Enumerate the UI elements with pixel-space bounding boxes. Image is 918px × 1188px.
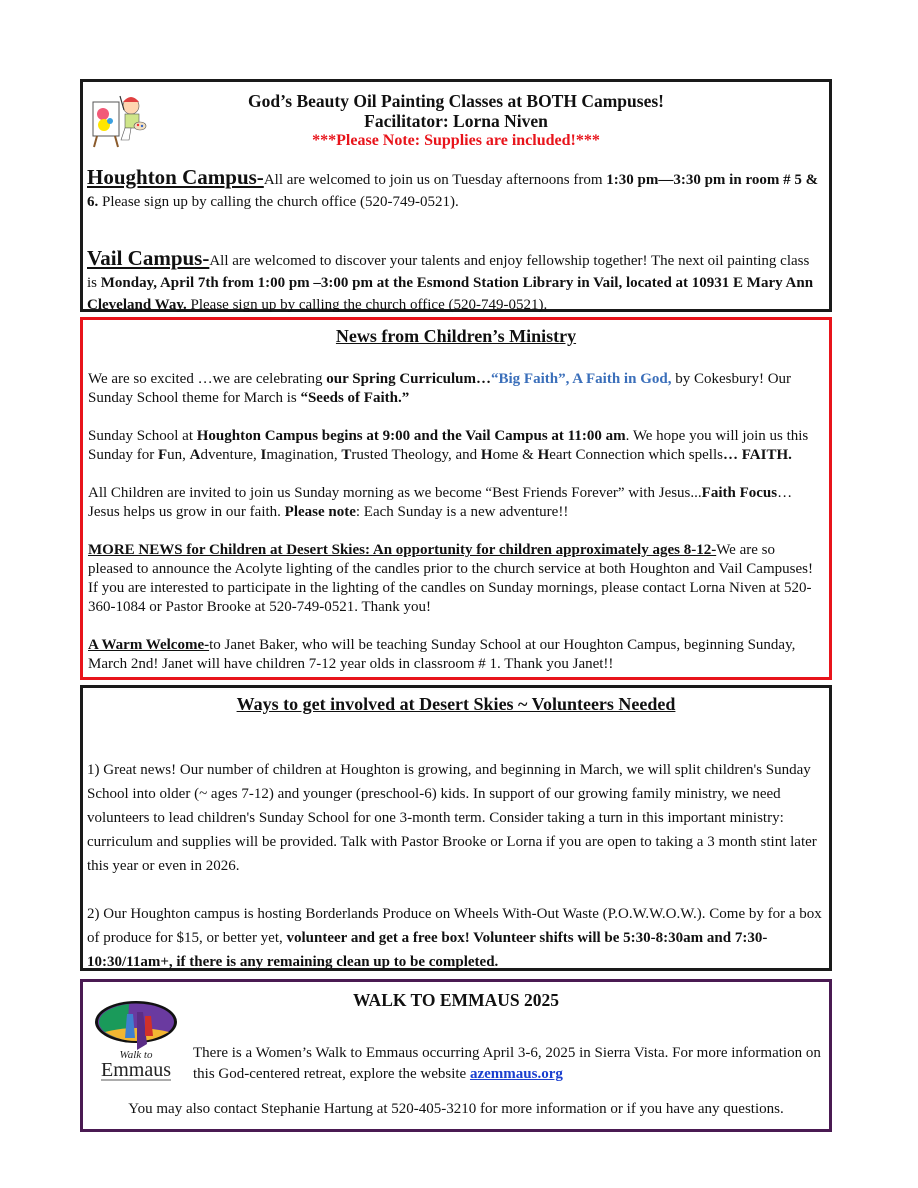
supplies-note: ***Please Note: Supplies are included!*** [312, 132, 600, 149]
vail-campus-label: Vail Campus- [87, 246, 210, 270]
text: …Jesus helps us grow in our faith. [88, 485, 793, 520]
text: . We hope you will join us this Sunday for [88, 428, 809, 463]
welcome-paragraph [88, 636, 823, 674]
painting-header [83, 91, 829, 151]
text: to Janet Baker, who will be teaching Sunday School at our Houghton Campus, beginning Sunday, March 2nd! Janet will have children 7-12 year olds in classroom # 1. Thank you Janet!! [88, 637, 796, 672]
logo-emmaus: Emmaus [101, 1059, 171, 1081]
faith-acronym: … FAITH. [722, 447, 792, 463]
letter: F [158, 447, 168, 463]
facilitator: Facilitator: Lorna Niven [364, 111, 548, 131]
vail-campus-paragraph [87, 247, 821, 316]
letter: I [260, 447, 267, 463]
text: : Each Sunday is a new adventure!! [355, 504, 569, 520]
text: rusted Theology, and [351, 447, 481, 463]
vail-text: All are welcomed to discover your talents and enjoy fellowship together! The next oil painting class is [87, 253, 810, 291]
text: eart Connection which spells [549, 447, 723, 463]
letter: T [341, 447, 352, 463]
houghton-signup: Please sign up by calling the church office (520-749-0521). [98, 194, 459, 210]
acolyte-paragraph [88, 541, 823, 617]
houghton-campus-label: Houghton Campus- [87, 165, 264, 189]
houghton-campus-paragraph [87, 166, 821, 213]
curriculum-name: “Big Faith”, A Faith in God, [491, 371, 672, 387]
volunteers-body [87, 758, 823, 998]
text: ome & [492, 447, 538, 463]
letter: A [189, 447, 201, 463]
warm-welcome-heading: A Warm Welcome- [88, 637, 210, 653]
logo-walk-to: Walk to [119, 1049, 153, 1061]
theme-name: “Seeds of Faith.” [300, 390, 410, 406]
emmaus-description [193, 1043, 823, 1085]
text: dventure, [200, 447, 261, 463]
houghton-time-room: 1:30 pm—3:30 pm in room # 5 & 6. [87, 172, 819, 210]
vail-date-location: Monday, April 7th from 1:00 pm –3:00 pm at the Esmond Station Library in Vail, located at 10931 E Mary Ann Cleveland Way. [87, 275, 814, 313]
faith-focus: Faith Focus [701, 485, 778, 501]
volunteers-section [80, 685, 832, 971]
sunday-school-paragraph [88, 427, 823, 465]
volunteer-shifts: volunteer and get a free box! Volunteer shifts will be 5:30-8:30am and 7:30-10:30/11am+, if there is any remaining clean up to be completed. [87, 930, 768, 970]
houghton-text: All are welcomed to join us on Tuesday afternoons from [263, 172, 607, 188]
childrens-ministry-section [80, 317, 832, 680]
more-news-heading: MORE NEWS for Children at Desert Skies: An opportunity for children approximately ages 8-12- [88, 542, 717, 558]
text: magination, [266, 447, 342, 463]
emmaus-contact: You may also contact Stephanie Hartung at 520-405-3210 for more information or if you have any questions. [128, 1101, 784, 1117]
vail-signup: Please sign up by calling the church office (520-749-0521). [186, 297, 548, 313]
letter: H [537, 447, 550, 463]
sunday-school-times: Houghton Campus begins at 9:00 and the Vail Campus at 11:00 am [196, 428, 626, 444]
text: un, [167, 447, 190, 463]
text: Sunday School at [88, 428, 197, 444]
text: 2) Our Houghton campus is hosting Borderlands Produce on Wheels With-Out Waste (P.O.W.W.O.W.). Come by for a box of produce for $15, or better yet, [87, 906, 822, 946]
volunteer-item-1: 1) Great news! Our number of children at Houghton is growing, and beginning in March, we will split children's Sunday School into older (~ ages 7-12) and younger (preschool-6) kids. In support of our growing family ministry, we need volunteers to lead children's Sunday School for one 3-month term. Consider taking a turn in this important ministry: curriculum and supplies will be provided. Talk with Pastor Brooke or Lorna if you are open to taking a 3 month stint later this year or even in 2026. [87, 762, 817, 874]
volunteer-item-2 [87, 902, 823, 974]
azemmaus-link[interactable]: azemmaus.org [469, 1066, 563, 1082]
volunteers-title: Ways to get involved at Desert Skies ~ Volunteers Needed [236, 694, 676, 714]
text: All Children are invited to join us Sunday morning as we become “Best Friends Forever” with Jesus... [88, 485, 702, 501]
walk-to-emmaus-logo-icon [91, 998, 181, 1084]
oil-painting-section [80, 79, 832, 312]
letter: H [480, 447, 493, 463]
painting-title: God’s Beauty Oil Painting Classes at BOTH Campuses! [248, 91, 664, 111]
curriculum-paragraph [88, 370, 823, 408]
text: We are so excited …we are celebrating [88, 371, 327, 387]
faith-focus-paragraph [88, 484, 823, 522]
childrens-ministry-title: News from Children’s Ministry [335, 326, 577, 346]
childrens-ministry-body [88, 370, 823, 693]
spring-curriculum: our Spring Curriculum… [326, 371, 491, 387]
walk-to-emmaus-section [80, 979, 832, 1132]
text: We are so pleased to announce the Acolyte lighting of the candles prior to the church service at both Houghton and Vail Campuses! If you are interested to participate in the lighting of the candles on Sunday mornings, please contact Lorna Niven at 520-360-1084 or Pastor Brooke at 520-749-0521. Thank you! [88, 542, 813, 615]
please-note: Please note [284, 504, 356, 520]
emmaus-title: WALK TO EMMAUS 2025 [353, 990, 559, 1010]
text: by Cokesbury! Our Sunday School theme for March is [88, 371, 792, 406]
text: There is a Women’s Walk to Emmaus occurring April 3-6, 2025 in Sierra Vista. For more information on this God-centered retreat, explore the website [193, 1045, 821, 1082]
